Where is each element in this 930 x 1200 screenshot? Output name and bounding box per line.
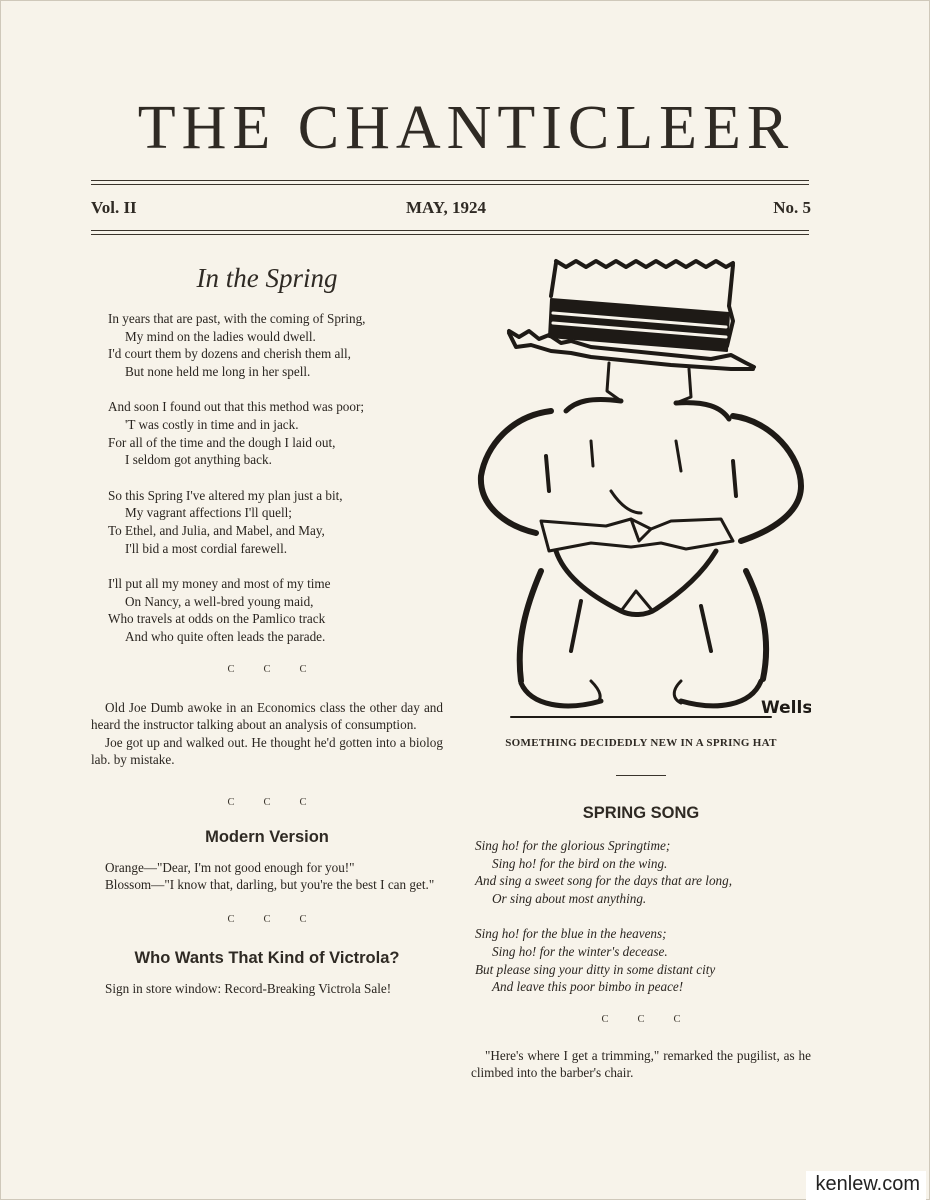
- poem-line: So this Spring I've altered my plan just a bit,: [108, 487, 343, 503]
- joe-dumb-joke: [91, 699, 443, 769]
- poem-line: And who quite often leads the parade.: [125, 628, 326, 644]
- spring-song-heading: SPRING SONG: [582, 804, 700, 822]
- dialogue-line: Orange—"Dear, I'm not good enough for you!": [105, 859, 355, 875]
- joke-paragraph: "Here's where I get a trimming," remarked the pugilist, as he climbed into the barber's chair.: [471, 1047, 811, 1081]
- poem-line: On Nancy, a well-bred young maid,: [125, 593, 314, 609]
- caption-divider: [616, 775, 666, 776]
- poem-line: And soon I found out that this method was poor;: [108, 399, 365, 415]
- victrola-paragraph: Sign in store window: Record-Breaking Victrola Sale!: [105, 981, 392, 997]
- masthead-rule-bottom-2: [91, 234, 809, 235]
- song-line: And leave this poor bimbo in peace!: [492, 979, 684, 995]
- poem-stanza: [108, 398, 443, 468]
- masthead-title: THE CHANTICLEER: [137, 94, 795, 162]
- issue-line: [91, 198, 811, 220]
- separator-mark: C: [227, 796, 235, 808]
- song-line: But please sing your ditty in some distant city: [475, 961, 716, 977]
- separator-mark: C: [637, 1013, 645, 1025]
- poem-stanza: [108, 310, 443, 380]
- song-line: Sing ho! for the bird on the wing.: [492, 855, 668, 871]
- section-separator: [471, 1014, 811, 1025]
- cartoon-illustration: [471, 251, 811, 727]
- song-line: Sing ho! for the blue in the heavens;: [475, 926, 667, 942]
- dialogue-line: Blossom—"I know that, darling, but you're the best I can get.": [105, 877, 435, 893]
- poem-line: My mind on the ladies would dwell.: [125, 328, 316, 344]
- victrola-heading: Who Wants That Kind of Victrola?: [134, 949, 400, 968]
- poem-title: In the Spring: [196, 263, 338, 293]
- joke-paragraph: Joe got up and walked out. He thought he'd gotten into a biolog lab. by mistake.: [91, 734, 443, 768]
- artist-signature: Wells: [761, 698, 811, 718]
- song-line: Or sing about most anything.: [492, 890, 647, 906]
- poem-line: To Ethel, and Julia, and Mabel, and May,: [108, 522, 325, 538]
- section-separator: [91, 797, 443, 808]
- left-column: [91, 263, 443, 998]
- separator-mark: C: [601, 1013, 609, 1025]
- poem-line: In years that are past, with the coming of Spring,: [108, 311, 366, 326]
- song-stanza: [475, 925, 811, 995]
- song-line: Sing ho! for the glorious Springtime;: [475, 838, 671, 853]
- spring-song-body: [471, 837, 811, 996]
- separator-mark: C: [299, 663, 307, 675]
- victrola-text: [91, 980, 443, 998]
- poem-body: [91, 310, 443, 646]
- poem-line: My vagrant affections I'll quell;: [125, 505, 292, 521]
- poem-line: 'T was costly in time and in jack.: [125, 416, 299, 432]
- joke-paragraph: Old Joe Dumb awoke in an Economics class the other day and heard the instructor talking about an analysis of consumption.: [91, 699, 443, 733]
- masthead-rule-top: [91, 180, 809, 181]
- poem-line: Who travels at odds on the Pamlico track: [108, 611, 326, 627]
- song-stanza: [475, 837, 811, 907]
- separator-mark: C: [299, 796, 307, 808]
- separator-mark: C: [263, 796, 271, 808]
- poem-line: For all of the time and the dough I laid out,: [108, 434, 336, 450]
- volume-label: Vol. II: [91, 198, 137, 217]
- issue-number: No. 5: [773, 198, 811, 217]
- poem-line: But none held me long in her spell.: [125, 363, 311, 379]
- spring-hat-cartoon: [471, 251, 811, 727]
- masthead-rule-bottom: [91, 230, 809, 231]
- poem-line: I'd court them by dozens and cherish them all,: [108, 346, 351, 362]
- section-separator: [91, 664, 443, 675]
- right-column: [471, 251, 811, 1082]
- separator-mark: C: [227, 914, 235, 926]
- cartoon-caption: SOMETHING DECIDEDLY NEW IN A SPRING HAT: [505, 737, 777, 749]
- song-line: Sing ho! for the winter's decease.: [492, 943, 668, 959]
- poem-line: I'll bid a most cordial farewell.: [125, 540, 288, 556]
- barber-joke: [471, 1047, 811, 1082]
- poem-line: I'll put all my money and most of my time: [108, 576, 331, 592]
- masthead-rule-top-2: [91, 184, 809, 185]
- section-separator: [91, 914, 443, 925]
- poem-stanza: [108, 487, 443, 557]
- separator-mark: C: [263, 914, 271, 926]
- poem-stanza: [108, 575, 443, 645]
- issue-date: MAY, 1924: [406, 198, 486, 217]
- separator-mark: C: [227, 663, 235, 675]
- poem-line: I seldom got anything back.: [125, 452, 272, 468]
- modern-version-heading: Modern Version: [205, 827, 329, 846]
- separator-mark: C: [673, 1013, 681, 1025]
- site-watermark: kenlew.com: [806, 1171, 927, 1200]
- separator-mark: C: [263, 663, 271, 675]
- modern-version-text: [91, 859, 443, 894]
- separator-mark: C: [299, 914, 307, 926]
- song-line: And sing a sweet song for the days that are long,: [475, 873, 733, 889]
